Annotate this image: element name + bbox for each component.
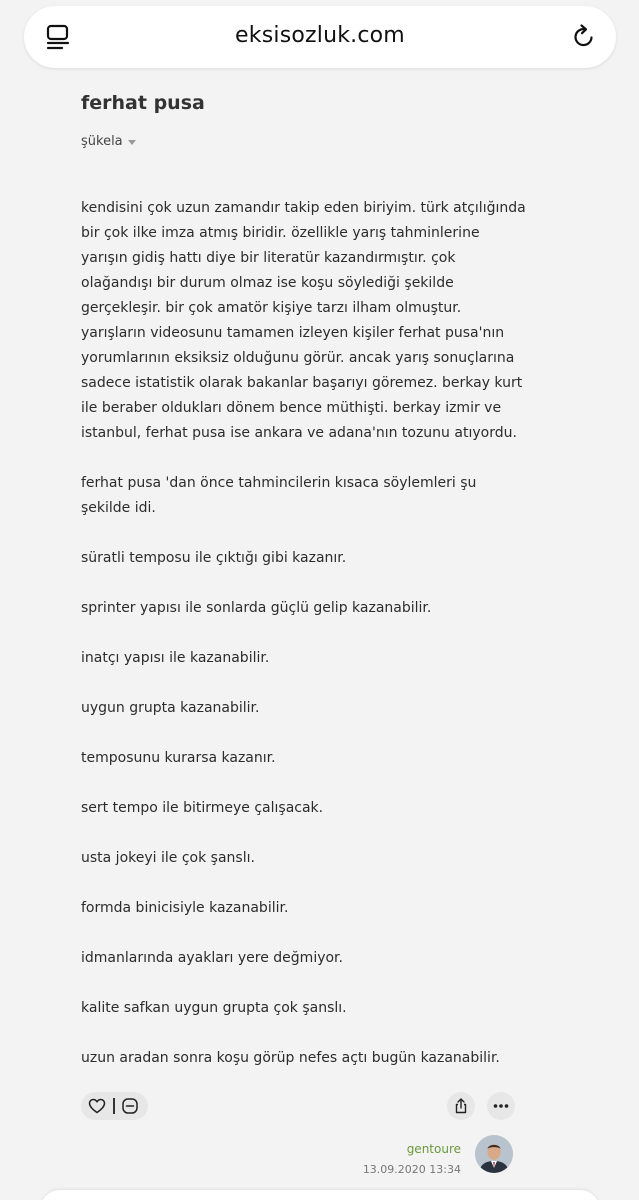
sort-label: şükela	[81, 134, 123, 149]
entry-footer	[363, 1140, 461, 1178]
entry-paragraph: kalite safkan uygun grupta çok şanslı.	[81, 1000, 347, 1016]
entry-paragraph: sert tempo ile bitirmeye çalışacak.	[81, 800, 324, 816]
entry-paragraph: ferhat pusa 'dan önce tahmincilerin kısaca söylemleri şu şekilde idi.	[81, 475, 477, 516]
sort-dropdown[interactable]	[81, 132, 136, 152]
entry-date[interactable]: 13.09.2020 13:34	[362, 1163, 461, 1176]
reader-mode-icon[interactable]	[44, 23, 72, 51]
topic-title[interactable]: ferhat pusa	[81, 92, 205, 114]
chevron-down-icon	[128, 140, 136, 145]
entry-paragraph: kendisini çok uzun zamandır takip eden biriyim. türk atçılığında bir çok ilke imza atmış biridir. özellikle yarış tahminlerine yarışın gidiş hattı diye bir literatür kazandırmıştır. çok olağandışı bir durum olmaz ise koşu söylediği şekilde gerçekleşir. bir çok amatör kişiye tarzı ilham olmuştur. yarışların videosunu tamamen izleyen kişiler ferhat pusa'nın yorumlarının eksiksiz olduğunu görür. ancak yarış sonuçlarına sadece istatistik olarak bakanlar başarıyı göremez. berkay kurt ile beraber oldukları dönem bence müthişti. berkay izmir ve istanbul, ferhat pusa ise ankara ve adana'nın tozunu atıyordu.	[81, 200, 526, 441]
vote-controls	[81, 1092, 148, 1120]
reload-icon[interactable]	[570, 23, 598, 51]
vote-divider	[113, 1098, 115, 1114]
ellipsis-icon	[492, 1097, 510, 1115]
entry-paragraph: uygun grupta kazanabilir.	[81, 700, 260, 716]
entry-paragraph: formda binicisiyle kazanabilir.	[81, 900, 289, 916]
entry-paragraph: temposunu kurarsa kazanır.	[81, 750, 276, 766]
avatar[interactable]	[475, 1135, 513, 1173]
entry-paragraph: uzun aradan sonra koşu görüp nefes açtı bugün kazanabilir.	[81, 1050, 500, 1066]
entry-paragraph: idmanlarında ayakları yere değmiyor.	[81, 950, 343, 966]
minus-circle-icon[interactable]	[121, 1097, 139, 1115]
url-domain[interactable]: eksisozluk.com	[235, 23, 405, 48]
entry-paragraph: sprinter yapısı ile sonlarda güçlü gelip kazanabilir.	[81, 600, 432, 616]
author-link[interactable]: gentoure	[406, 1142, 461, 1156]
browser-address-bar[interactable]	[24, 6, 616, 68]
share-button[interactable]	[447, 1092, 475, 1120]
entry-paragraph: süratli temposu ile çıktığı gibi kazanır.	[81, 550, 347, 566]
entry-content	[81, 196, 526, 1071]
entry-paragraph: inatçı yapısı ile kazanabilir.	[81, 650, 270, 666]
entry-paragraph: usta jokeyi ile çok şanslı.	[81, 850, 255, 866]
avatar-image	[475, 1135, 513, 1173]
share-icon	[452, 1097, 470, 1115]
entry-actions	[81, 1092, 518, 1120]
more-options-button[interactable]	[487, 1092, 515, 1120]
bottom-toolbar	[40, 1190, 600, 1200]
heart-icon[interactable]	[88, 1097, 106, 1115]
topic-header	[81, 88, 531, 152]
